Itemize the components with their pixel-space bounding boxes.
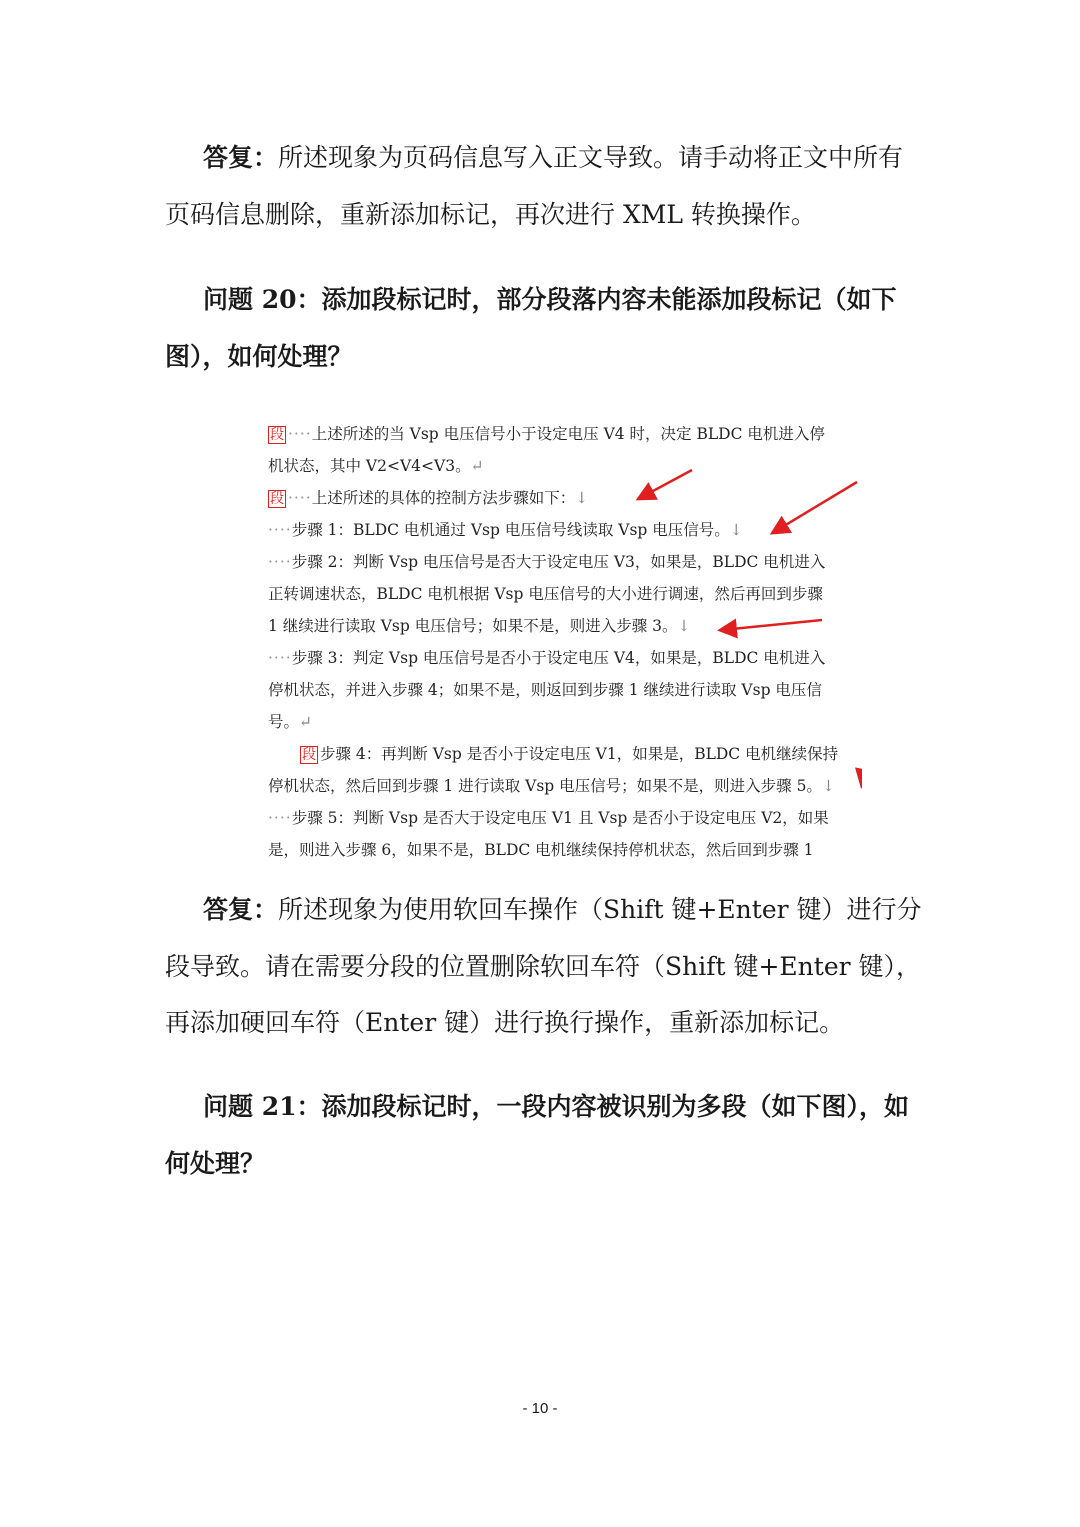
space-dots: ···· <box>268 809 292 827</box>
answer-1-line-1 <box>165 143 903 173</box>
paragraph-mark-icon: 段 <box>302 747 316 763</box>
space-dots: ···· <box>288 425 312 443</box>
figure-text: 机状态，其中 V2<V4<V3。 <box>268 457 471 475</box>
question-21-line-2: 何处理？ <box>165 1149 266 1178</box>
figure-text: 步骤 4：再判断 Vsp 是否小于设定电压 V1，如果是，BLDC 电机继续保持 <box>320 745 839 763</box>
question-20-line-2: 图），如何处理？ <box>165 342 353 371</box>
answer-2-text: 所述现象为使用软回车操作（Shift 键+Enter 键）进行分 <box>278 895 922 924</box>
figure-text: 步骤 5：判断 Vsp 是否大于设定电压 V1 且 Vsp 是否小于设定电压 V2，如果 <box>291 809 829 827</box>
paragraph-mark-icon: 段 <box>270 427 284 443</box>
space-dots: ···· <box>268 521 292 539</box>
figure-text: 正转调速状态，BLDC 电机根据 Vsp 电压信号的大小进行调速，然后再回到步骤 <box>268 585 823 603</box>
figure-text: 步骤 2：判断 Vsp 电压信号是否大于设定电压 V3，如果是，BLDC 电机进入 <box>291 553 826 571</box>
space-dots: ···· <box>288 489 312 507</box>
return-icon: ↵ <box>470 457 484 475</box>
answer-label: 答复： <box>203 143 279 172</box>
return-icon: ↵ <box>299 713 313 731</box>
figure-text: 1 继续进行读取 Vsp 电压信号；如果不是，则进入步骤 3。 <box>268 617 678 635</box>
space-dots: ···· <box>268 649 292 667</box>
answer-1-line-2: 页码信息删除，重新添加标记，再次进行 XML 转换操作。 <box>165 200 816 229</box>
question-21-line-1: 问题 21：添加段标记时，一段内容被识别为多段（如下图），如 <box>203 1092 909 1121</box>
answer-1-text: 所述现象为页码信息写入正文导致。请手动将正文中所有 <box>278 143 904 172</box>
figure-text: 号。 <box>268 713 300 731</box>
line-break-icon: ↓ <box>729 521 743 539</box>
line-break-icon: ↓ <box>575 489 589 507</box>
figure-text: 停机状态，然后回到步骤 1 进行读取 Vsp 电压信号；如果不是，则进入步骤 5。 <box>268 777 822 795</box>
figure-text: 上述所述的具体的控制方法步骤如下： <box>311 489 576 507</box>
arrow-3 <box>722 620 822 630</box>
answer-2-line-3: 再添加硬回车符（Enter 键）进行换行操作，重新添加标记。 <box>165 1008 845 1037</box>
line-break-icon: ↓ <box>821 777 835 795</box>
answer-2-line-1 <box>165 895 922 925</box>
annotation-arrows <box>262 412 862 872</box>
answer-2-line-2: 段导致。请在需要分段的位置删除软回车符（Shift 键+Enter 键）， <box>165 952 922 981</box>
figure-text: 步骤 3：判定 Vsp 电压信号是否小于设定电压 V4，如果是，BLDC 电机进入 <box>291 649 826 667</box>
arrow-1 <box>640 470 692 498</box>
space-dots: ···· <box>268 553 292 571</box>
answer-label: 答复： <box>203 895 279 924</box>
question-20-line-1: 问题 20：添加段标记时，部分段落内容未能添加段标记（如下 <box>203 285 897 314</box>
arrow-2 <box>774 482 857 532</box>
figure-text: 上述所述的当 Vsp 电压信号小于设定电压 V4 时，决定 BLDC 电机进入停 <box>311 425 825 443</box>
figure-text: 步骤 1：BLDC 电机通过 Vsp 电压信号线读取 Vsp 电压信号。 <box>291 521 730 539</box>
paragraph-mark-icon: 段 <box>270 491 284 507</box>
figure-text: 是，则进入步骤 6，如果不是，BLDC 电机继续保持停机状态，然后回到步骤 1 <box>268 841 814 859</box>
line-break-icon: ↓ <box>677 617 691 635</box>
page-number: - 10 - <box>522 1400 558 1417</box>
example-figure <box>262 412 862 872</box>
figure-text: 停机状态，并进入步骤 4；如果不是，则返回到步骤 1 继续进行读取 Vsp 电压信 <box>268 681 822 699</box>
